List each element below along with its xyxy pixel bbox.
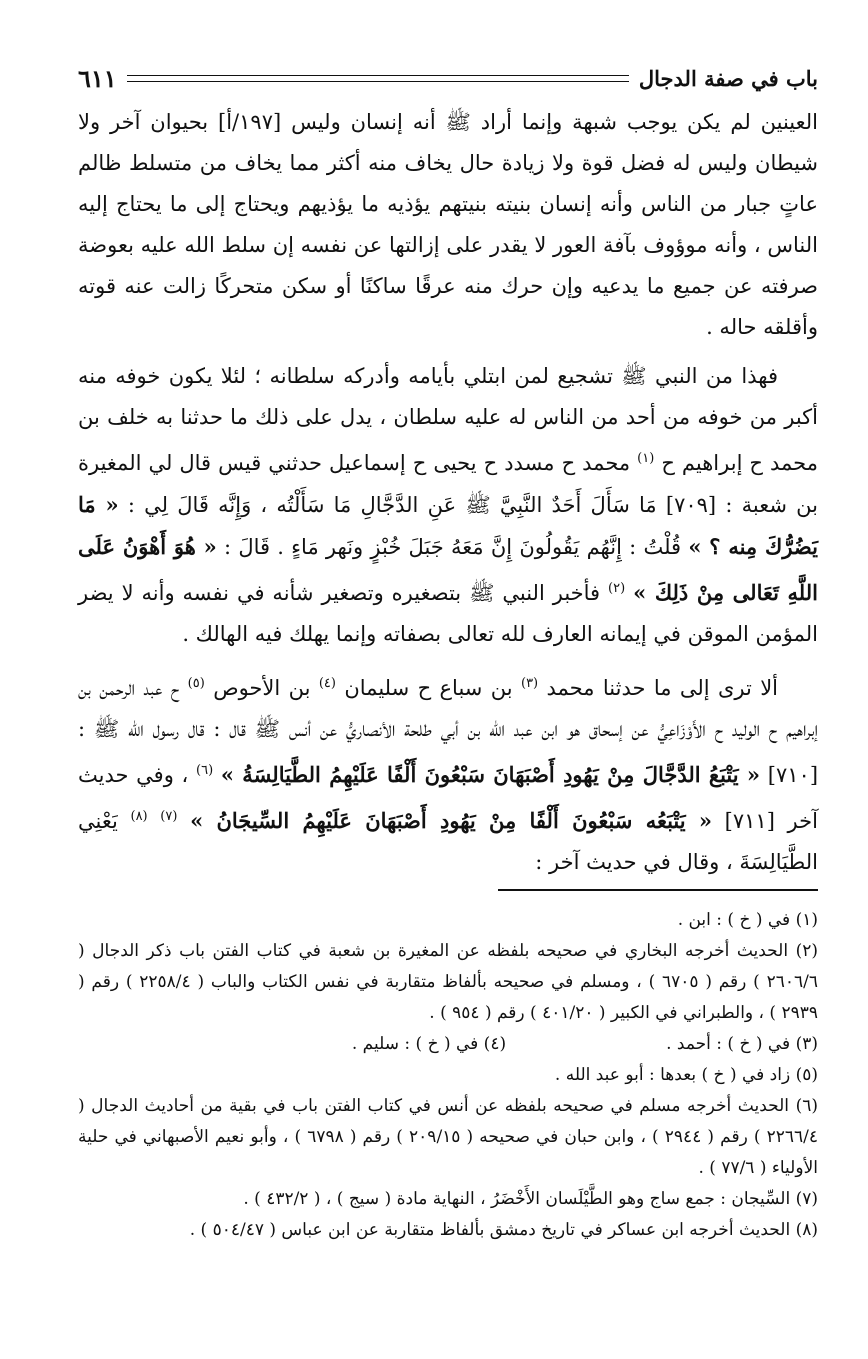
paragraph-3 [78, 663, 818, 883]
footnote: (٨) الحديث أخرجه ابن عساكر في تاريخ دمشق بألفاظ متقاربة عن ابن عباس ( ٥٠٤/٤٧ ) . [189, 1220, 818, 1240]
main-text [78, 102, 818, 883]
footnote-ref: (٧) [160, 809, 178, 824]
paragraph-1 [78, 102, 818, 348]
footnote: (٤) في ( خ ) : سليم . [351, 1034, 507, 1054]
paragraph-text: العينين لم يكن يوجب شبهة وإنما أراد ﷺ أنه إنسان وليس [١٩٧/أ] بحيوان آخر ولا شيطان وليس له فضل قوة ولا زيادة حال يخاف منه أكثر مما يخاف من متسلط ظالم عاتٍ جبار من الناس وأنه إنسان بنيته بنيتهم يؤذيه ما يؤذيهم ويحتاج إلى ما يحتاج إليه الناس ، وأنه موؤوف بآفة العور لا يقدر على إزالتها عن نفسه إن سلط الله عليه بعوضة صرفته عن جميع ما يدعيه وإن حرك منه عرقًا ساكنًا أو سكن متحركًا زالت عنه قوته وأقلقه حاله . [78, 110, 818, 339]
hadith-quote: « هُوَ أَهْوَنُ عَلَى اللَّهِ تَعَالى مِنْ ذَلِكَ » [78, 534, 818, 605]
footnote: (٥) زاد في ( خ ) بعدها : أبو عبد الله . [554, 1065, 818, 1085]
footnote-row [78, 1029, 818, 1060]
paragraph-text: ألا ترى إلى ما حدثنا محمد [546, 676, 779, 700]
footnote-ref: (٨) [130, 809, 148, 824]
footnotes [78, 905, 818, 1246]
footnote-ref: (٣) [520, 676, 539, 691]
footnote-ref: (٦) [196, 763, 214, 778]
footnote: (١) في ( خ ) : ابن . [677, 910, 818, 930]
paragraph-text: قُلْتُ : إِنَّهُم يَقُولُونَ إِنَّ مَعَهُ جَبَلَ خُبْزٍ ونَهر مَاءٍ . قَالَ : [224, 535, 682, 559]
footnote-ref: (١) [637, 451, 655, 466]
paragraph-text: فأخبر النبي ﷺ بتصغيره وتصغير شأنه في نفسه وأنه لا يضر المؤمن الموقن في إيمانه العارف لله تعالى بصفاته وإنما يهلك فيه الهالك . [78, 581, 818, 646]
paragraph-text: ، وفي حديث آخر [٧١١] [78, 763, 818, 833]
paragraph-2 [78, 356, 818, 655]
hadith-quote: « مَا يَضُرُّكَ مِنه ؟ » [78, 492, 818, 559]
footnote: (٦) الحديث أخرجه مسلم في صحيحه بلفظه عن أنس في كتاب الفتن باب في بقية من أحاديث الدجال ( ٢٢٦٦/٤ ) رقم ( ٢٩٤٤ ) ، وابن حبان في صحيحه ( ٢٠٩/١٥ ) رقم ( ٦٧٩٨ ) ، وأبو نعيم الأصبهاني في حلية الأولياء ( ٧٧/٦ ) . [78, 1096, 819, 1178]
hadith-quote: « يَتْبَعُ الدَّجَّالَ مِنْ يَهُودِ أَصْبَهَانَ سَبْعُونَ أَلْفًا عَلَيْهِمُ الطَّيَالِسَةُ » [220, 762, 761, 787]
footnote: (٧) السِّيجان : جمع ساج وهو الطَّيْلَسان الأَخْضَرُ ، النهاية مادة ( سيج ) ، ( ٤٣٢/٢ ) . [243, 1189, 818, 1209]
footnote: (٢) الحديث أخرجه البخاري في صحيحه بلفظه عن المغيرة بن شعبة في كتاب الفتن باب ذكر الدجال ( ٢٦٠٦/٦ ) رقم ( ٦٧٠٥ ) ، ومسلم في صحيحه بألفاظ متقاربة في نفس الكتاب والباب ( ٢٢٥٨/٤ ) رقم ( ٢٩٣٩ ) ، والطبراني في الكبير ( ٤٠١/٢٠ ) رقم ( ٩٥٤ ) . [78, 941, 818, 1023]
page-header [78, 58, 818, 98]
header-rule [127, 75, 629, 82]
book-page [78, 58, 818, 1246]
chapter-title: باب في صفة الدجال [638, 65, 818, 91]
page-number: ٦١١ [78, 63, 117, 93]
paragraph-text: يَعْنِي الطَّيَالِسَةَ ، وقال في حديث آخر : [78, 809, 818, 874]
footnote-separator [498, 889, 818, 891]
footnote-ref: (٢) [608, 581, 626, 596]
paragraph-text: بن سباع ح سليمان [344, 676, 513, 700]
hadith-quote: « يَتْبَعُه سَبْعُونَ أَلْفًا مِنْ يَهُودِ أَصْبَهَانَ عَلَيْهِمُ السِّيجَانُ » [190, 808, 713, 833]
paragraph-text: فهذا من النبي ﷺ تشجيع لمن ابتلي بأيامه وأدركه سلطانه ؛ لئلا يكون خوفه منه أكبر من خوفه من أحد من الناس له عليه سلطان ، يدل على ذلك ما حدثنا به خلف بن محمد ح إبراهيم ح [78, 364, 818, 475]
paragraph-text: محمد ح مسدد ح يحيى ح إسماعيل حدثني قيس قال لي المغيرة بن شعبة : [٧٠٩] مَا سَأَلَ أَحَدٌ النَّبِيَّ ﷺ عَنِ الدَّجَّالِ مَا سَأَلْتُه ، وَإِنَّه قَالَ لِي : [78, 451, 818, 517]
footnote-ref: (٥) [187, 676, 205, 691]
paragraph-text: ح عبد الرحمن بن إبراهيم ح الوليد ح الأَوْزَاعِيُّ عن إسحاق هو ابن عبد الله بن أبي طلحة الأنصاريُّ عن أنس ﷺ قال : قال رسول الله ﷺ : [٧١٠] [78, 676, 819, 787]
footnote: (٣) في ( خ ) : أحمد . [666, 1034, 818, 1054]
paragraph-text: بن الأحوص [213, 676, 311, 700]
footnote-ref: (٤) [318, 676, 336, 691]
